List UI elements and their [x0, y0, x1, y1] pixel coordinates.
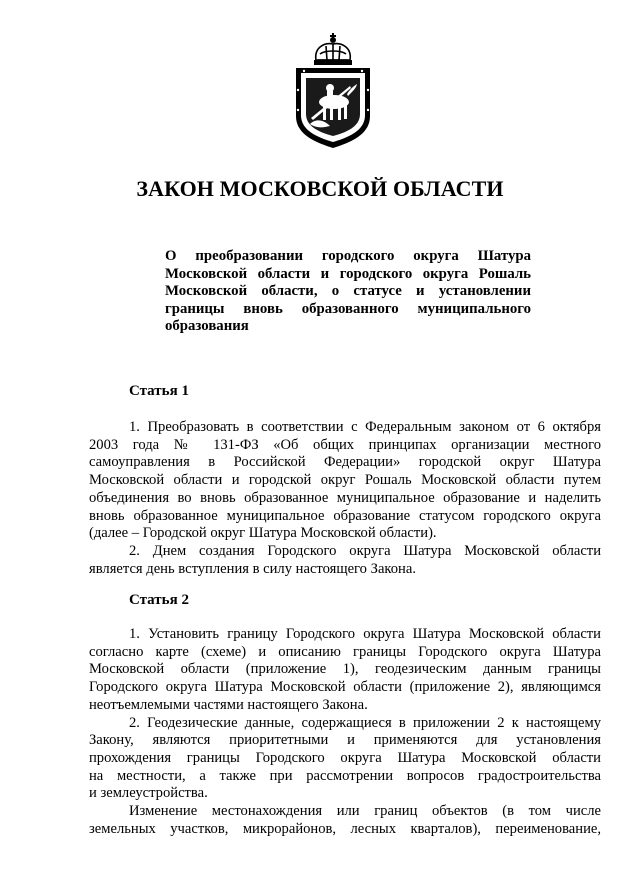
article-line: 2. Геодезические данные, содержащиеся в приложении 2 к настоящему [129, 714, 601, 731]
subject-line: Московской области и городского округа Рошаль [165, 265, 531, 282]
article-line: вновь образованное муниципальное образование статусом городского округа [89, 507, 601, 524]
article-line: Московской области (приложение 1), геодезическим данным границы [89, 661, 601, 678]
subject-line: образования [165, 318, 249, 334]
article-line: 1. Преобразовать в соответствии с Федеральным законом от 6 октября [129, 419, 601, 435]
article-line: 2. Днем создания Городского округа Шатура Московской области [129, 542, 601, 559]
article-line: прохождения границы Городского округа Шатура Московской области [89, 749, 601, 766]
coat-of-arms-emblem [290, 30, 376, 152]
subject-line: Московской области, о статусе и установлении [165, 283, 531, 299]
article-line: на местности, а также при рассмотрении вопросов градостроительства [89, 767, 601, 784]
article-line: Изменение местонахождения или границ объектов (в том числе [129, 803, 601, 820]
article-line: самоуправления в Российской Федерации» городской округ Шатура [89, 454, 601, 471]
article-line: 1. Установить границу Городского округа Шатура Московской области [129, 626, 601, 642]
article-line: 2003 года № 131-ФЗ «Об общих принципах организации местного [89, 436, 601, 453]
article-2-body [89, 626, 601, 838]
article-line: объединения во вновь образованное муниципальное образование и наделить [89, 489, 601, 506]
moscow-oblast-coat-of-arms-icon [290, 30, 376, 152]
document-title: ЗАКОН МОСКОВСКОЙ ОБЛАСТИ [136, 176, 504, 201]
subject-line: О преобразовании городского округа Шатура [165, 248, 531, 264]
law-subject [165, 248, 531, 336]
article-line: является день вступления в силу настоящего Закона. [89, 560, 416, 577]
article-2-heading: Статья 2 [129, 592, 189, 608]
article-line: и землеустройства. [89, 785, 208, 802]
article-line: согласно карте (схеме) и описанию границы Городского округа Шатура [89, 643, 601, 660]
subject-line: границы вновь образованного муниципального [165, 300, 531, 317]
article-line: неотъемлемыми частями настоящего Закона. [89, 696, 368, 713]
article-line: (далее – Городской округ Шатура Московской области). [89, 525, 437, 542]
article-line: Городского округа Шатура Московской области (приложение 2), являющимся [89, 679, 601, 696]
article-line: Московской области и городской округ Рошаль Московской области путем [89, 472, 601, 489]
article-line: Закону, являются приоритетными и применяются для установления [89, 732, 601, 749]
article-line: земельных участков, микрорайонов, лесных кварталов), переименование, [89, 820, 601, 837]
article-1-body [89, 419, 601, 578]
article-1-heading: Статья 1 [129, 383, 189, 399]
